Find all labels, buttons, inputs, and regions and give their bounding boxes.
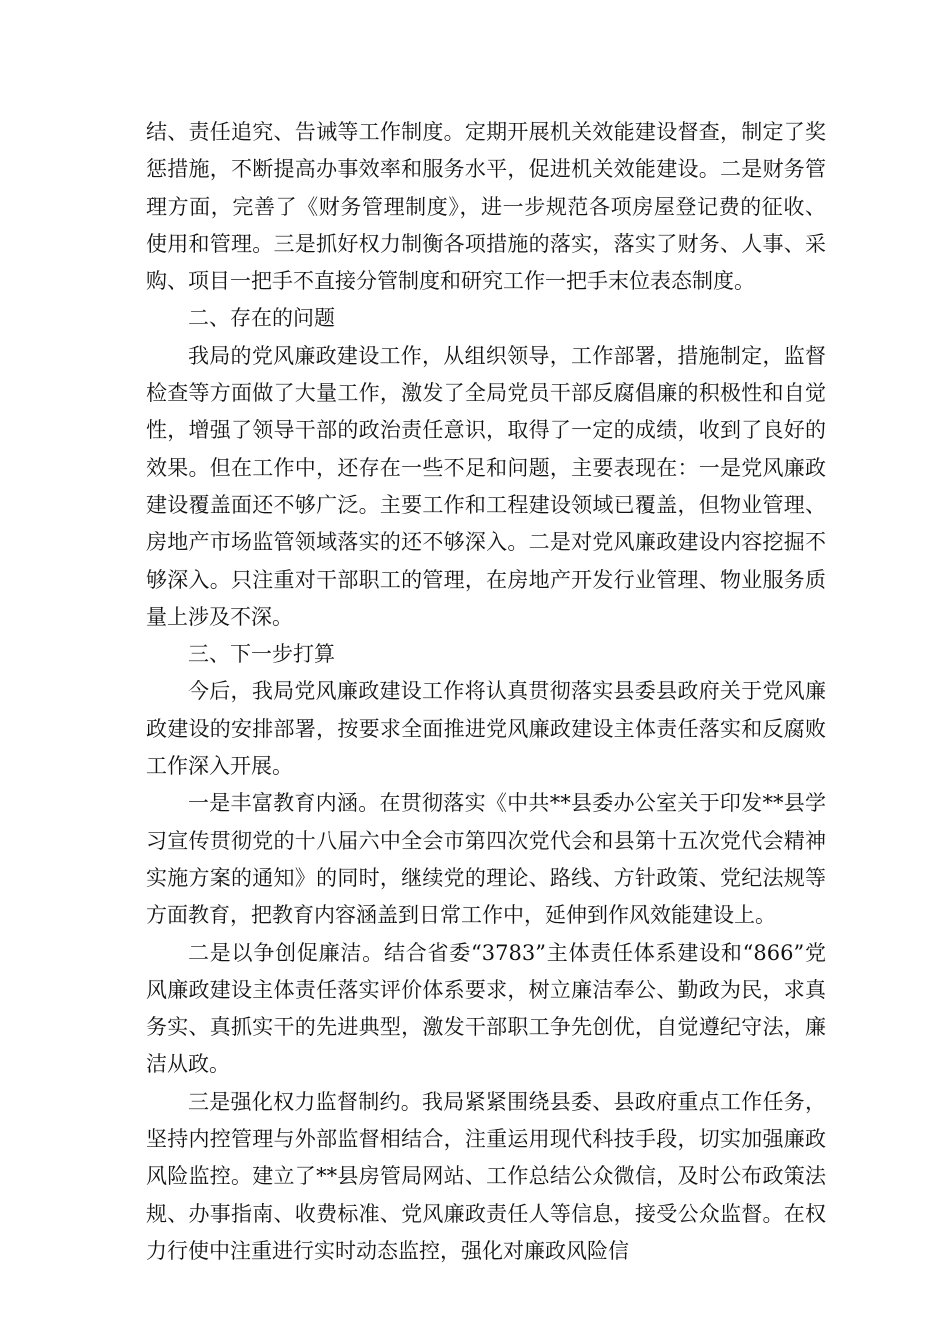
body-paragraph: 我局的党风廉政建设工作，从组织领导，工作部署，措施制定，监督检查等方面做了大量工作，激发了全局党员干部反腐倡廉的积极性和自觉性，增强了领导干部的政治责任意识，取得了一定的成绩，收到了良好的效果。但在工作中，还存在一些不足和问题，主要表现在：一是党风廉政建设覆盖面还不够广泛。主要工作和工程建设领域已覆盖，但物业管理、房地产市场监管领域落实的还不够深入。二是对党风廉政建设内容挖掘不够深入。只注重对干部职工的管理，在房地产开发行业管理、物业服务质量上涉及不深。 [146, 343, 826, 629]
document-body [146, 114, 826, 1270]
body-paragraph: 一是丰富教育内涵。在贯彻落实《中共**县委办公室关于印发**县学习宣传贯彻党的十八届六中全会市第四次党代会和县第十五次党代会精神实施方案的通知》的同时，继续党的理论、路线、方针政策、党纪法规等方面教育，把教育内容涵盖到日常工作中，延伸到作风效能建设上。 [146, 791, 826, 928]
body-paragraph: 三是强化权力监督制约。我局紧紧围绕县委、县政府重点工作任务，坚持内控管理与外部监督相结合，注重运用现代科技手段，切实加强廉政风险监控。建立了**县房管局网站、工作总结公众微信，及时公布政策法规、办事指南、收费标准、党风廉政责任人等信息，接受公众监督。在权力行使中注重进行实时动态监控，强化对廉政风险信 [146, 1089, 826, 1263]
body-paragraph: 二是以争创促廉洁。结合省委“3783”主体责任体系建设和“866”党风廉政建设主体责任落实评价体系要求，树立廉洁奉公、勤政为民，求真务实、真抓实干的先进典型，激发干部职工争先创优，自觉遵纪守法，廉洁从政。 [146, 940, 826, 1077]
section-heading-next-steps: 三、下一步打算 [188, 642, 335, 667]
body-paragraph: 今后，我局党风廉政建设工作将认真贯彻落实县委县政府关于党风廉政建设的安排部署，按要求全面推进党风廉政建设主体责任落实和反腐败工作深入开展。 [146, 679, 826, 779]
section-heading-problems: 二、存在的问题 [188, 306, 335, 331]
body-paragraph: 结、责任追究、告诫等工作制度。定期开展机关效能建设督查，制定了奖惩措施，不断提高办事效率和服务水平，促进机关效能建设。二是财务管理方面，完善了《财务管理制度》，进一步规范各项房屋登记费的征收、使用和管理。三是抓好权力制衡各项措施的落实，落实了财务、人事、采购、项目一把手不直接分管制度和研究工作一把手末位表态制度。 [146, 120, 826, 294]
